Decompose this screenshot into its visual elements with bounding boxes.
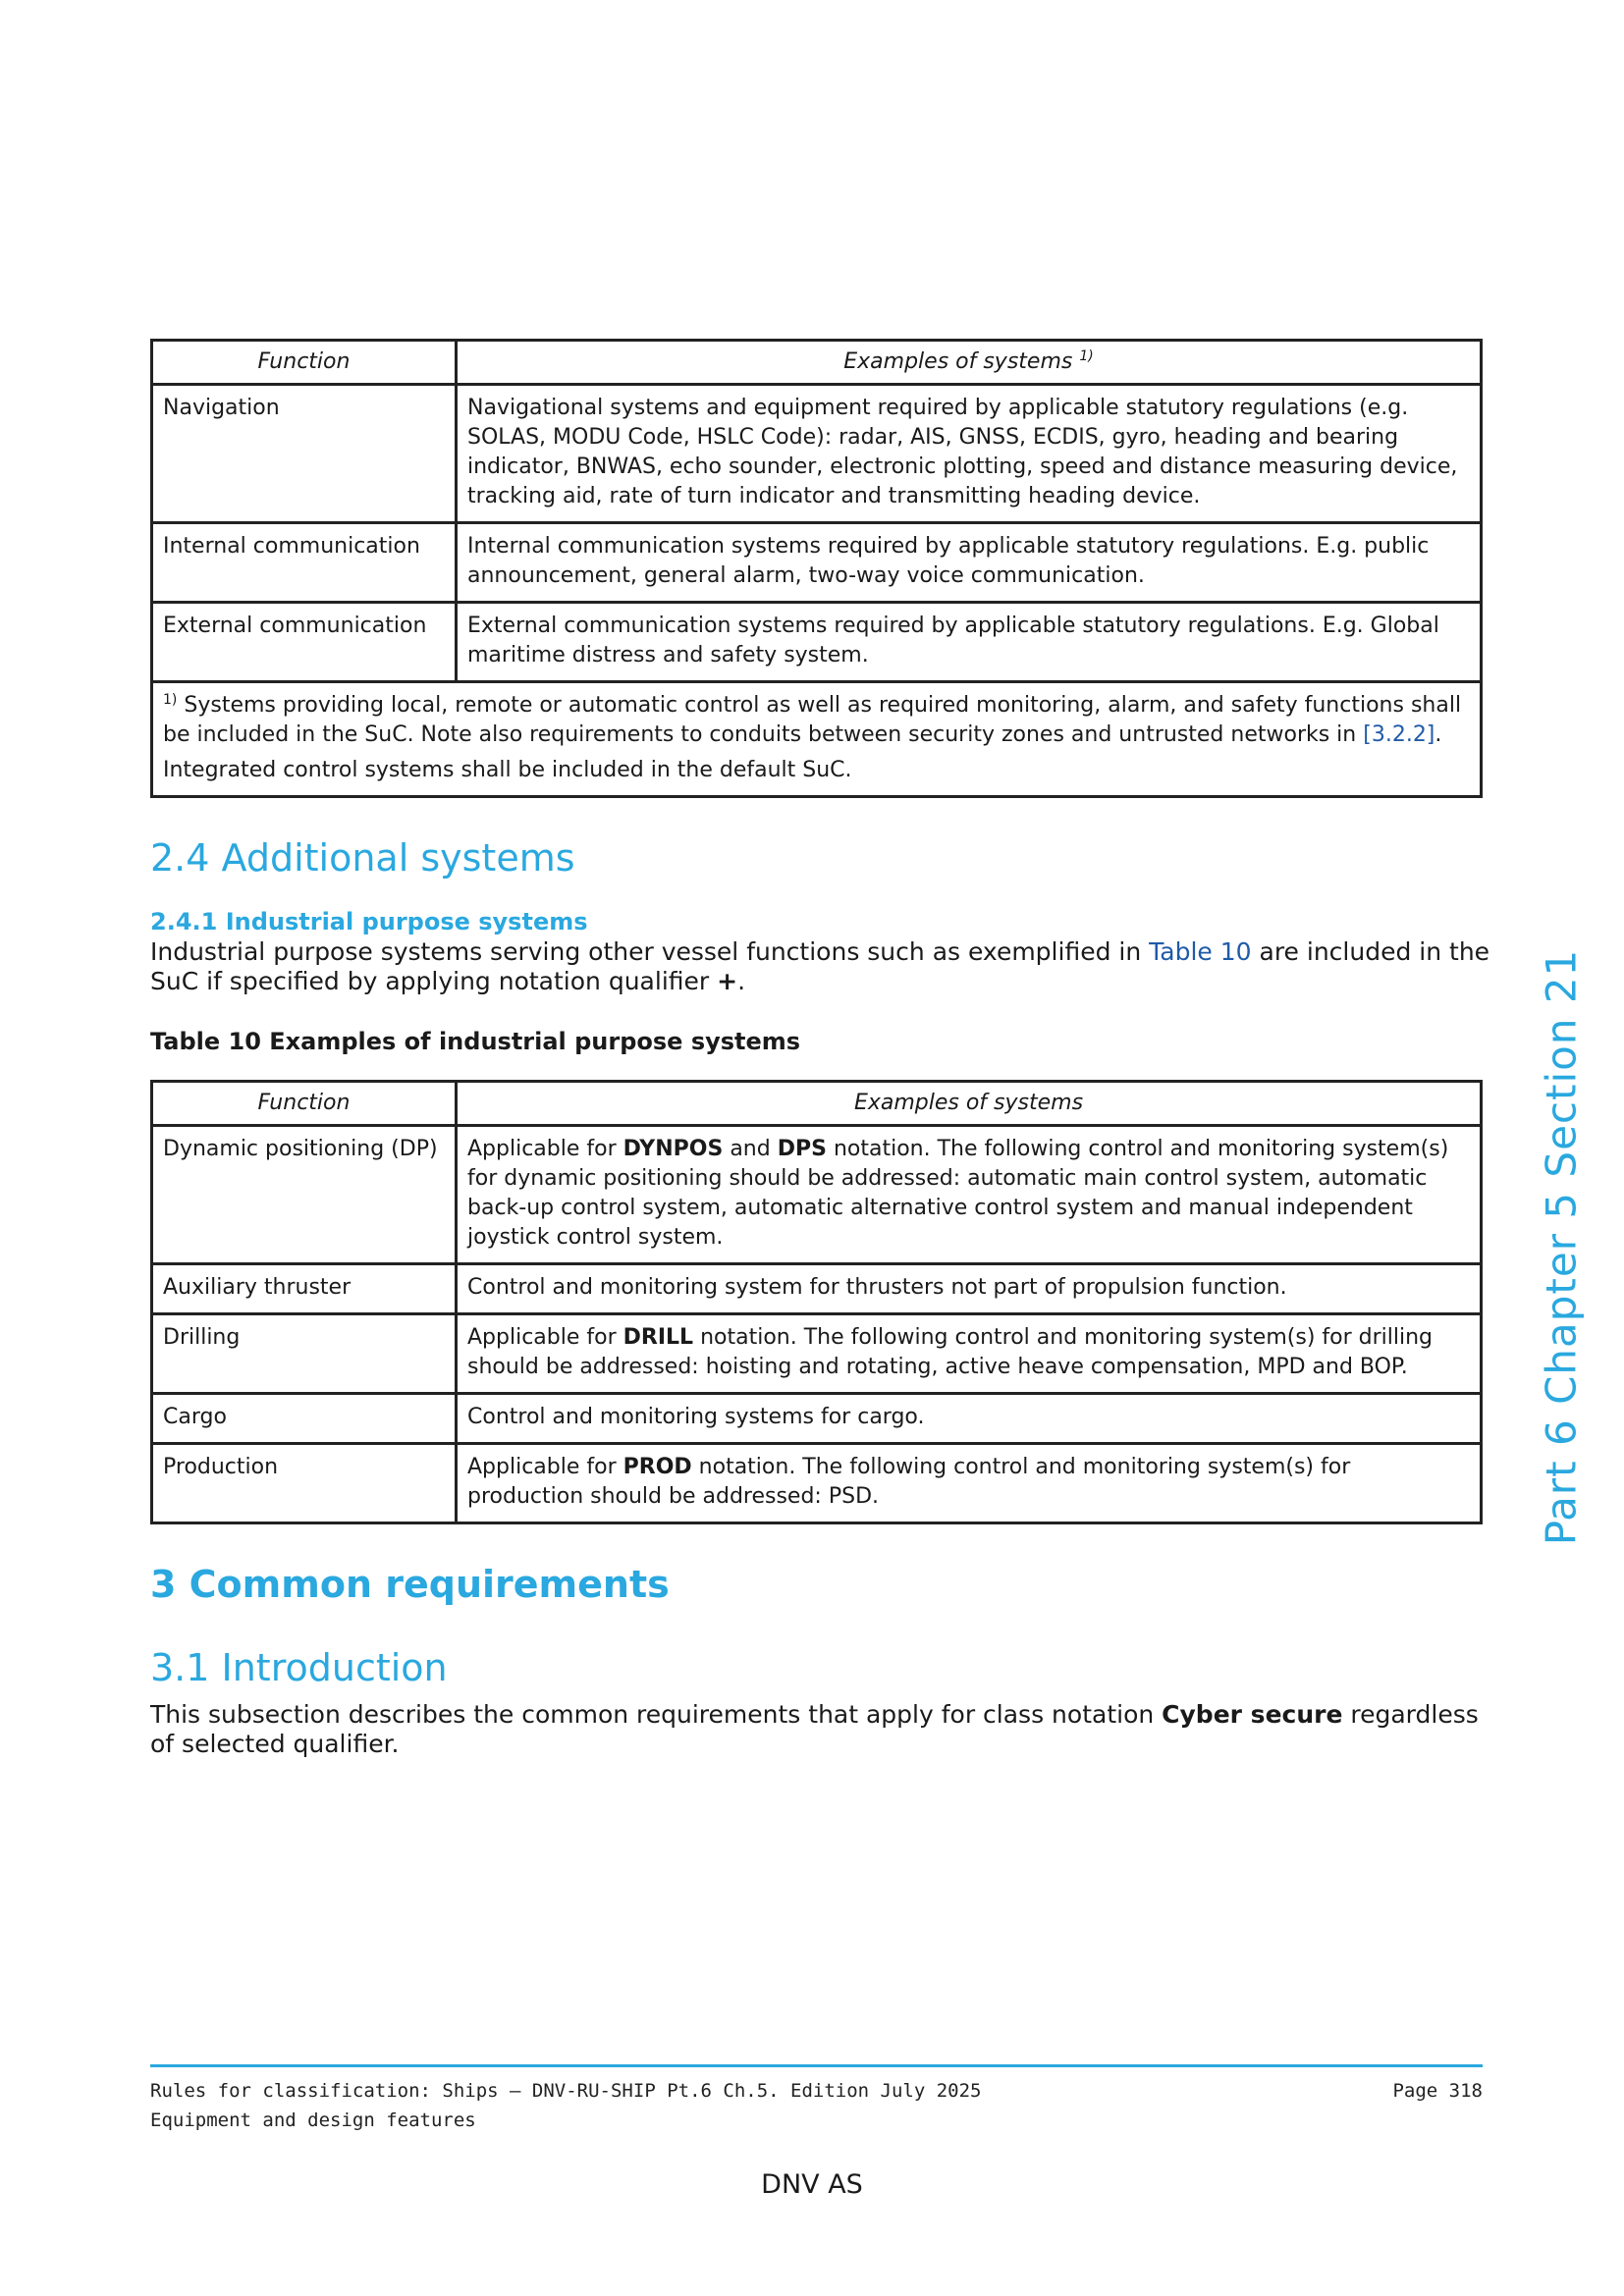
row-function: Auxiliary thruster	[152, 1264, 457, 1314]
table-10-caption: Table 10 Examples of industrial purpose systems	[150, 1028, 801, 1055]
table-header-row	[152, 1082, 1482, 1126]
heading-2-4: 2.4 Additional systems	[150, 836, 575, 880]
table-row	[152, 523, 1482, 603]
table-10-link[interactable]: Table 10	[1149, 937, 1252, 966]
side-tab-text: Part 6 Chapter 5 Section 21	[1537, 948, 1586, 1545]
footer-page-number: Page 318	[1392, 2080, 1483, 2102]
paragraph-3-1: This subsection describes the common requirements that apply for class notation Cyber secure regardless of selected qualifier.	[150, 1700, 1479, 1758]
row-function: Internal communication	[152, 523, 457, 603]
header-function: Function	[152, 341, 457, 385]
row-function: External communication	[152, 603, 457, 682]
table-10	[150, 1080, 1483, 1524]
footer-brand: DNV AS	[761, 2169, 863, 2200]
row-examples: Internal communication systems required by applicable statutory regulations. E.g. public announcement, general alarm, two-way voice communication.	[457, 523, 1482, 603]
table-row	[152, 1314, 1482, 1394]
footnote-line2: Integrated control systems shall be included in the default SuC.	[163, 758, 852, 782]
heading-3-1: 3.1 Introduction	[150, 1646, 448, 1689]
table-row	[152, 385, 1482, 523]
reference-link-3-2-2[interactable]: [3.2.2]	[1363, 722, 1435, 747]
header-examples: Examples of systems	[457, 1082, 1482, 1126]
paragraph-2-4-1: Industrial purpose systems serving other vessel functions such as exemplified in Table 10 are included in the SuC if specified by applying notation qualifier +.	[150, 937, 1490, 995]
row-examples: Navigational systems and equipment required by applicable statutory regulations (e.g. SOLAS, MODU Code, HSLC Code): radar, AIS, GNSS, ECDIS, gyro, heading and bearing indicator, BNWAS, echo sounder, electronic plotting, speed and distance measuring device, tracking aid, rate of turn indicator and transmitting heading device.	[457, 385, 1482, 523]
table-footnote: $^{1)}$ Systems providing local, remote or automatic control as well as required monitoring, alarm, and safety functions shall be included in the SuC. Note also requirements to conduits between security zones and untrusted networks in [3.2.2]. Integrated control systems shall be included in the default SuC.	[152, 682, 1482, 797]
row-examples: Control and monitoring system for thrusters not part of propulsion function.	[457, 1264, 1482, 1314]
table-row	[152, 1394, 1482, 1444]
table-row	[152, 1444, 1482, 1523]
footer-line-1	[150, 2080, 1483, 2102]
heading-3: 3 Common requirements	[150, 1563, 670, 1606]
row-examples: Control and monitoring systems for cargo.	[457, 1394, 1482, 1444]
section-side-tab	[1532, 942, 1591, 1551]
row-examples: External communication systems required by applicable statutory regulations. E.g. Global maritime distress and safety system.	[457, 603, 1482, 682]
row-examples: Applicable for DYNPOS and DPS notation. The following control and monitoring system(s) for dynamic positioning should be addressed: automatic main control system, automatic back-up control system, automatic alternative control system and manual independent joystick control system.	[457, 1126, 1482, 1264]
table-row	[152, 1126, 1482, 1264]
header-function: Function	[152, 1082, 457, 1126]
table-footnote-row	[152, 682, 1482, 797]
systems-table	[150, 339, 1483, 798]
row-function: Dynamic positioning (DP)	[152, 1126, 457, 1264]
table-row	[152, 603, 1482, 682]
row-examples: Applicable for PROD notation. The following control and monitoring system(s) for production should be addressed: PSD.	[457, 1444, 1482, 1523]
row-function: Navigation	[152, 385, 457, 523]
row-function: Cargo	[152, 1394, 457, 1444]
footer-divider	[150, 2064, 1483, 2067]
row-examples: Applicable for DRILL notation. The following control and monitoring system(s) for drilling should be addressed: hoisting and rotating, active heave compensation, MPD and BOP.	[457, 1314, 1482, 1394]
footer-subtitle: Equipment and design features	[150, 2109, 476, 2131]
table-row	[152, 1264, 1482, 1314]
table-header-row	[152, 341, 1482, 385]
heading-2-4-1: 2.4.1 Industrial purpose systems	[150, 908, 588, 935]
header-examples: Examples of systems $^{1)}$	[457, 341, 1482, 385]
footer-document-title: Rules for classification: Ships — DNV-RU-SHIP Pt.6 Ch.5. Edition July 2025	[150, 2080, 982, 2102]
row-function: Production	[152, 1444, 457, 1523]
row-function: Drilling	[152, 1314, 457, 1394]
